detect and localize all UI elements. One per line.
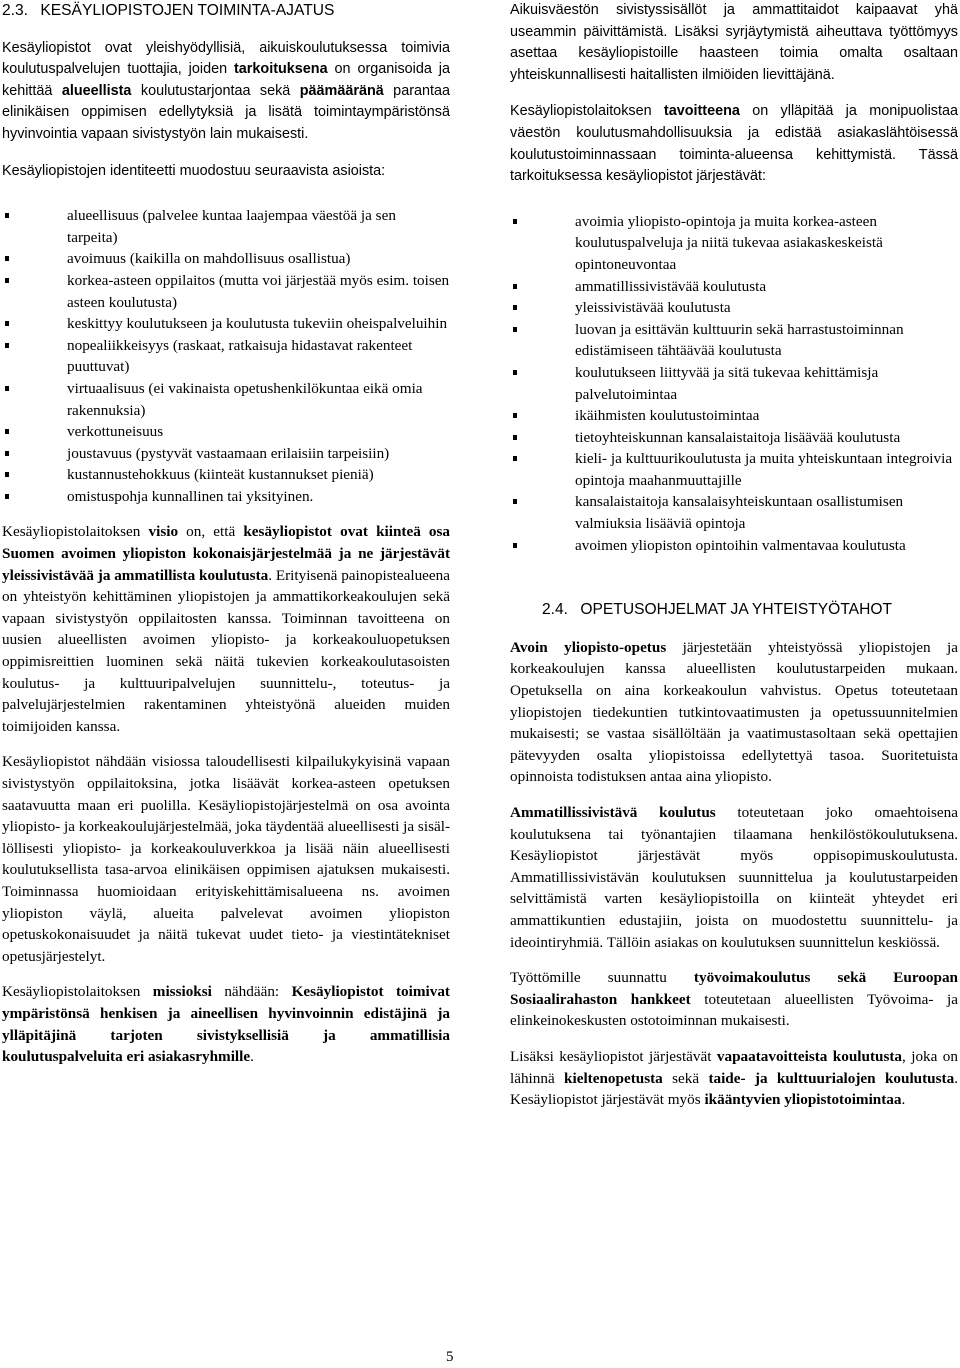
list-item: tietoyhteiskunnan kansalaistaitoja lisäävää koulutusta: [510, 427, 958, 449]
section-number: 2.3.: [2, 2, 29, 19]
identity-intro-paragraph: Kesäyliopistojen identiteetti muodostuu seuraavista asioista:: [2, 162, 386, 179]
list-item: kieli- ja kulttuurikoulutusta ja muita yhteiskuntaan integroivia opintoja maahanmuuttajille: [510, 448, 958, 491]
list-item: avoimia yliopisto-opintoja ja muita korkea-asteen koulutuspalveluja ja niitä tukevaa asiakaskeskeistä opintoneuvontaa: [510, 211, 958, 276]
bold-text: vapaatavoitteista koulutusta: [716, 1047, 903, 1065]
text-run: Kesäyliopistolaitoksen: [2, 983, 153, 1001]
bold-text: Avoin yliopisto-opetus: [510, 638, 667, 656]
bold-text: kesäyliopistot ovat kiinteä osa Suomen avoimen yliopiston kokonaisjärjestelmää ja ne järjestävät yleissivistävää ja ammatillista koulutusta: [2, 523, 451, 584]
list-item: avoimuus (kaikilla on mahdollisuus osallistua): [2, 248, 450, 270]
list-item: joustavuus (pystyvät vastaamaan erilaisiin tarpeisiin): [2, 443, 450, 465]
section-title: OPETUSOHJELMAT JA YHTEISTYÖTAHOT: [580, 601, 892, 619]
bold-text: tarkoituksena: [234, 61, 328, 78]
vocational-paragraph: [510, 802, 958, 953]
text-run: Kesäyliopistot ovat yleishyödyllisiä, aikuiskoulutuksessa toimivia koulutuspalvelujen tuottajia, joiden: [2, 39, 450, 78]
right-column: [510, 0, 958, 1111]
list-item: luovan ja esittävän kulttuurin sekä harrastustoiminnan edistämiseen tähtäävää koulutusta: [510, 319, 958, 362]
section-heading-2-3: [2, 0, 450, 22]
list-item: koulutukseen liittyvää ja sitä tukevaa kehittämisja palvelutoimintaa: [510, 362, 958, 405]
bold-text: Ammatillissivistävä koulutus: [510, 804, 716, 821]
list-item: yleissivistävää koulutusta: [510, 297, 958, 319]
continuation-paragraph: Aikuisväestön sivistyssisällöt ja ammattitaidot kaipaavat yhä useammin päivittämistä. Lisäksi syrjäytymistä aiheuttava työttömyys asettaa kesäyliopistoille haasteen toimia omalta osaltaan yhteiskunnallisesti haitallisten ilmiöiden lievittäjänä.: [510, 2, 958, 83]
text-run: , joka on lähinnä: [510, 1047, 958, 1087]
mission-paragraph: [2, 981, 450, 1067]
unemployed-training-paragraph: [510, 967, 958, 1032]
text-run: on ylläpitää ja monipuolistaa väestön koulutusmahdollisuuksia ja edistää asiakaslähtöisessä koulutustoiminnassaan toiminta-alueensa kehittymistä. Tässä tarkoituksessa kesäyliopistot järjestävät:: [510, 103, 959, 185]
section-number: 2.4.: [542, 601, 569, 619]
list-item: virtuaalisuus (ei vakinaista opetushenkilökuntaa eikä omia rakennuksia): [2, 378, 450, 421]
text-run: Kesäyliopistolaitoksen: [2, 523, 149, 541]
bold-text: visio: [148, 523, 179, 541]
text-run: toteutetaan joko omaehtoisena koulutuksena tai työnantajien tilaamana henkilöstökoulutuksena. Kesäyliopistot järjestävät myös oppisopimuskoulutusta. Ammatillissivistävän koulutuksen suunnittelua ja koulutustarpeiden selvittämistä varten kesäyliopistoilla on kiinteät yhteydet eri ammattikuntien edustajiin, joista on muodostettu suunnittelu- ja ideointiryhmiä. Tällöin asiakas on koulutuksen suunnittelun keskiössä.: [510, 804, 958, 951]
bold-text: missioksi: [152, 983, 212, 1001]
text-run: parantaa elinikäisen oppimisen edellytyksiä ja lisätä toimintaympäristönsä hyvinvointia vapaan sivistystyön lain mukaisesti.: [2, 82, 450, 142]
other-training-paragraph: [510, 1046, 958, 1111]
list-item: keskittyy koulutukseen ja koulutusta tukeviin oheispalveluihin: [2, 313, 450, 335]
text-run: järjestetään yhteistyössä yliopistojen ja korkeakoulujen kanssa alueellisten koulutustarpeiden mukaan. Opetuksella on aina korkeakoulun vahvistus. Opetus toteutetaan yliopistojen tiedekuntien tutkintovaatimusten ja opetussuunnitelmien mukaisesti; se vastaa sisällöltään ja vaatimustasoltaan sekä opettajien pätevyyden osalta yliopistoissa edellytettyä tasoa. Suoritetuista opinnoista todistuksen antaa aina yliopisto.: [510, 638, 958, 786]
list-item: alueellisuus (palvelee kuntaa laajempaa väestöä ja sen tarpeita): [2, 205, 450, 248]
text-run: koulutustarjontaa sekä: [131, 82, 300, 99]
text-run: nähdään:: [211, 983, 292, 1001]
text-run: on, että: [178, 523, 244, 541]
text-run: .: [901, 1091, 906, 1109]
list-item: avoimen yliopiston opintoihin valmentavaa koulutusta: [510, 535, 958, 557]
list-item: ammatillissivistävää koulutusta: [510, 276, 958, 298]
bold-text: päämääränä: [299, 82, 384, 99]
text-run: Lisäksi kesäyliopistot järjestävät: [510, 1047, 717, 1065]
offering-list: [510, 211, 958, 557]
text-run: sekä: [662, 1069, 709, 1087]
list-item: verkottuneisuus: [2, 421, 450, 443]
page-number: 5: [446, 1349, 454, 1365]
text-run: on organisoida ja kehittää: [2, 61, 450, 99]
list-item: korkea-asteen oppilaitos (mutta voi järjestää myös esim. toisen asteen koulutusta): [2, 270, 450, 313]
text-run: .: [250, 1048, 254, 1066]
intro-paragraph: [2, 38, 450, 146]
text-run: Työttömille suunnattu: [510, 969, 694, 987]
bold-text: alueellista: [61, 82, 132, 99]
list-item: kansalaistaitoja kansalaisyhteiskuntaan osallistumisen valmiuksia lisääviä opintoja: [510, 491, 958, 534]
text-run: . Kesäyliopistot järjestävät myös: [510, 1069, 958, 1109]
section-title: KESÄYLIOPISTOJEN TOIMINTA-AJATUS: [40, 2, 335, 19]
bold-text: Kesäyliopistot toimivat ympäristönsä henkisen ja aineellisen hyvinvoinnin edistäjinä ja ylläpitäjinä tarjoten sivistyksellisiä ja ammatillisia koulutuspalveluita eri asiakasryhmille: [2, 983, 450, 1066]
economy-paragraph: Kesäyliopistot nähdään visiossa taloudellisesti kilpailukykyisinä vapaan sivistystyön oppilaitoksina, jotka lisäävät korkea-asteen opetuksen saatavuutta maan eri puolilla. Kesäyliopistojärjestelmä on osa avointa yliopisto- ja korkeakoulujärjestelmää, joka täydentää alueellisesti ja sisällöllisesti yliopisto- ja korkeakouluverkkoa ja lisää näin alueellisesti koulutuksellista tasa-arvoa elinikäisen oppimisen ajatuksen mukaisesti. Toiminnassa huomioidaan erityiskehittämisalueena ns. avoimen yliopiston väylä, alueita palvelevat avoimen yliopiston opetuskokonaisuudet ja näitä tukevat uudet tieto- ja viestintätekniset opetusjärjestelyt.: [2, 753, 450, 965]
left-column: [2, 0, 450, 1068]
open-university-paragraph: [510, 637, 958, 788]
bold-text: tavoitteena: [663, 103, 740, 120]
vision-paragraph: [2, 521, 450, 737]
bold-text: taide- ja kulttuurialojen koulutusta: [708, 1069, 955, 1087]
list-item: omistuspohja kunnallinen tai yksityinen.: [2, 486, 450, 508]
text-run: toteutetaan alueellisten Työvoima- ja elinkeinokeskusten ostotoiminnan mukaisesti.: [510, 990, 958, 1030]
goal-paragraph: [510, 101, 958, 187]
text-run: Kesäyliopistolaitoksen: [510, 103, 664, 120]
bold-text: kieltenopetusta: [564, 1069, 663, 1087]
identity-list: [2, 205, 450, 507]
list-item: nopealiikkeisyys (raskaat, ratkaisuja hidastavat rakenteet puuttuvat): [2, 335, 450, 378]
list-item: kustannustehokkuus (kiinteät kustannukset pieniä): [2, 464, 450, 486]
bold-text: ikääntyvien yliopistotoimintaa: [704, 1091, 902, 1109]
text-run: . Erityisenä painopistealueena on yhteistyön kehittäminen yliopistojen ja ammattikorkeakoulujen sekä vapaan sivistystyön oppilaitosten kanssa. Toiminnan tavoitteena on uusien alueellisten avoimen yliopisto- ja korkeakouluopetuksen oppimisreittien luominen sekä näitä tukevien korkeakoulutasoisten koulutus- ja kulttuuripalvelujen suunnittelu-, toteutus- ja palvelujärjestelmien rakentaminen yhteistyönä alueiden muiden toimijoiden kanssa.: [2, 566, 450, 735]
bold-text: työvoimakoulutus sekä Euroopan Sosiaalirahaston hankkeet: [510, 969, 958, 1008]
section-heading-2-4: [510, 599, 958, 621]
list-item: ikäihmisten koulutustoimintaa: [510, 405, 958, 427]
